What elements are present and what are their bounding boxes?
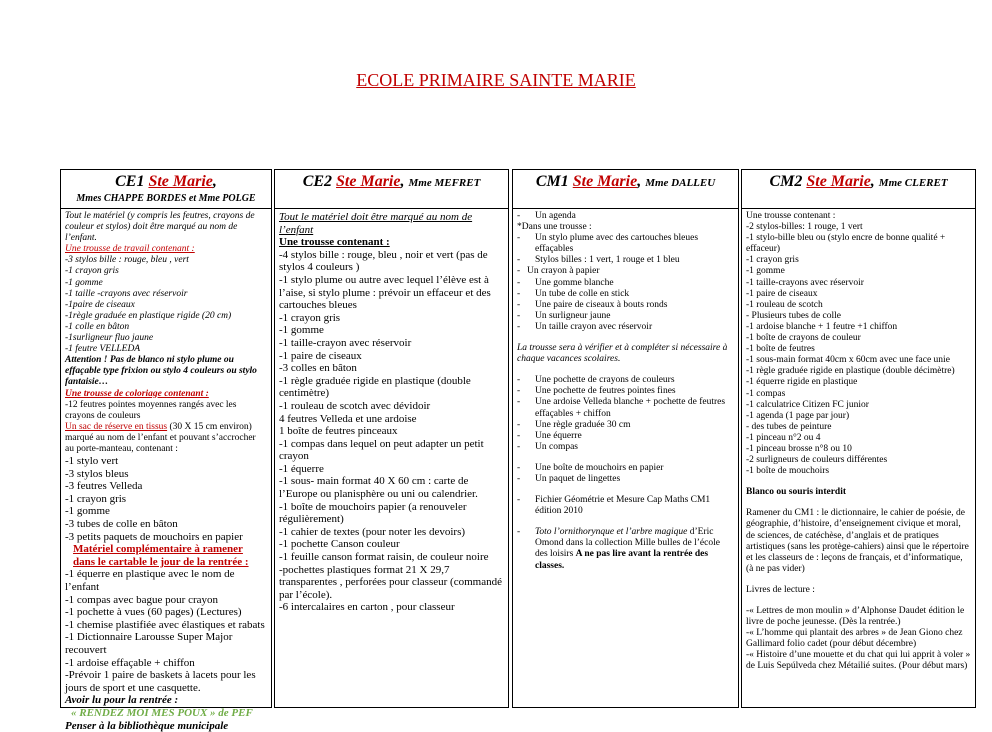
list-item: -1 crayon gris [746,255,799,266]
list-item: -1 rouleau de scotch avec dévidoir [279,399,431,412]
list-item: - Une règle graduée 30 cm [517,419,631,430]
list-item: -Prévoir 1 paire de baskets à lacets pour les jours de sport et une casquette. [65,669,256,694]
list-item: -1 équerre rigide en plastique [746,377,858,388]
list-item: -1 boîte de feutres [746,344,815,355]
list-item: - Un agenda [517,211,576,221]
warning-note: Blanco ou souris interdit [746,487,847,498]
ce2-list [274,208,509,708]
list-item: -1 colle en bâton [65,321,130,332]
paragraph: Ramener du CM1 : le dictionnaire, le cahier de poésie, de géographie, d’histoire, d’enseignement civique et moral, de sciences, de catéchèse, d’anglais et de pratiques artistiques (sans les protège-cahiers) ainsi que le répertoire et les classeurs de : leçons de français, et d’informatique, (à ne pas vider) [746,508,969,574]
list-item: -1 compas dans lequel on peut adapter un petit crayon [279,437,484,463]
school-name: Ste Marie [148,173,213,190]
list-item: - Fichier Géométrie et Mesure Cap Maths CM1 édition 2010 [517,495,711,517]
list-item: -1 chemise plastifiée avec élastiques et rabats [65,618,265,631]
list-item: -1 crayon gris [279,311,341,324]
intro-note: Tout le matériel doit être marqué au nom de l’enfant [279,211,473,236]
list-item: -1 feuille canson format raisin, de couleur noire [279,551,489,564]
ce1-list [60,208,272,732]
list-item: -1 paire de ciseaux [746,288,818,299]
comma: , [212,173,217,190]
list-item: -1 crayon gris [65,266,119,277]
list-item: -1 ardoise effaçable + chiffon [65,656,195,669]
header-ce2 [274,169,509,208]
list-item: -1 pinceau n°2 ou 4 [746,432,821,443]
school-name: Ste Marie [336,173,401,190]
list-item: -1 boîte de crayons de couleur [746,333,861,344]
list-item: -1 stylo vert [65,455,119,468]
list-item: -1 taille-crayons avec réservoir [746,277,864,288]
list-item: -1 boîte de mouchoirs papier (a renouveler régulièrement) [279,500,467,526]
school-name: Ste Marie [572,173,638,190]
cm1-list [512,208,739,708]
list-item: -1 gomme [65,505,110,518]
book-title: « RENDEZ MOI MES POUX » de PEF [71,706,253,719]
section-heading: Livres de lecture : [746,584,815,595]
list-item: - Un tube de colle en stick [517,288,630,299]
list-item: - Une pochette de feutres pointes fines [517,386,676,397]
list-item: - Une paire de ciseaux à bouts ronds [517,299,668,310]
list-item: -6 intercalaires en carton , pour classeur [279,601,455,614]
list-item: -3 petits paquets de mouchoirs en papier [65,530,243,543]
section-heading: Avoir lu pour la rentrée : [65,694,179,707]
teacher-name: Mme CLERET [878,177,948,189]
school-name: Ste Marie [806,173,871,190]
list-item: -3 stylos bille : rouge, bleu , vert [65,255,189,266]
note: La trousse sera à vérifier et à compléter si nécessaire à chaque vacances scolaires. [517,343,728,365]
list-item: - Une pochette de crayons de couleurs [517,375,675,386]
list-item: -« Histoire d’une mouette et du chat qui lui apprit à voler » de Luis Sepúlveda chez Métailié suites. (Pour début mars) [746,650,971,672]
list-item: -1 taille-crayon avec réservoir [279,336,412,349]
list-item: -1 feutre VELLEDA [65,344,141,355]
list-item: - Un taille crayon avec réservoir [517,321,653,332]
list-item: (30 X 15 cm environ) marqué au nom de l’enfant et pouvant s’accrocher au porte-manteau, contenant : [65,421,256,454]
list-item: -1 agenda (1 page par jour) [746,410,850,421]
list-item: -« Lettres de mon moulin » d’Alphonse Daudet édition le livre de poche jeunesse. (Dès la rentrée.) [746,606,965,628]
list-item: - Une équerre [517,430,582,441]
list-item: -2 stylos-billes: 1 rouge, 1 vert [746,222,863,233]
comma: , [400,173,405,190]
list-item: -1 boîte de mouchoirs [746,466,830,477]
section-heading: Matériel complémentaire à ramener dans le cartable le jour de la rentrée : [73,543,249,568]
list-item: -3 feutres Velleda [65,480,143,493]
section-heading: Une trousse de travail contenant : [65,244,195,255]
list-item: 4 feutres Velleda et une ardoise [279,412,417,425]
list-item: -1 pochette à vues (60 pages) (Lectures) [65,606,242,619]
list-item: -1 calculatrice Citizen FC junior [746,399,869,410]
list-item: -1 pochette Canson couleur [279,538,400,551]
comma: , [870,173,875,190]
list-item: Tout le matériel (y compris les feutres, crayons de couleur et stylos) doit être marqué au nom de l’enfant. [65,211,255,244]
list-item: -« L’homme qui plantait des arbres » de Jean Giono chez Gallimard folio cadet (pour début décembre) [746,628,963,650]
list-item: - Un surligneur jaune [517,310,611,321]
list-item: -1 cahier de textes (pour noter les devoirs) [279,525,466,538]
list-item: -1 stylo plume ou autre avec lequel l’élève est à l’aise, si stylo plume : prévoir un effaceur et des cartouches bleues [279,273,491,312]
list-item: -1paire de ciseaux [65,299,135,310]
list-item: - Une gomme blanche [517,277,614,288]
list-item: - Un paquet de lingettes [517,473,621,484]
list-item: - Une boîte de mouchoirs en papier [517,462,664,473]
list-item: -1surligneur fluo jaune [65,333,154,344]
list-item: - Toto l’ornithorynque et l’arbre magique d’Eric Omond dans la collection Mille bulles de l’école des loisirs A ne pas lire avant la rentrée des classes. [517,527,720,571]
list-item: -1 règle graduée rigide en plastique (double décimètre) [746,366,955,377]
list-item: -1 sous- main format 40 X 60 cm : carte de l’Europe ou planisphère ou uni ou calendrier. [279,475,478,501]
teacher-name: Mme MEFRET [408,177,481,189]
header-cm2 [741,169,976,208]
list-item: -1 taille -crayons avec réservoir [65,288,188,299]
level-label: CE1 [115,173,145,190]
list-item: -3 tubes de colle en bâton [65,518,178,531]
list-item: -pochettes plastiques format 21 X 29,7 transparentes , perforées pour classeur (commandé par l’école). [279,563,502,601]
comma: , [637,173,642,190]
level-label: CM2 [769,173,803,190]
section-heading: Une trousse de coloriage contenant : [65,388,209,399]
list-item: - Plusieurs tubes de colle [746,310,841,321]
book-title: Toto l’ornithorynque et l’arbre magique [535,527,688,538]
list-item: - Une ardoise Velleda blanche + pochette de feutres effaçables + chiffon [517,397,726,419]
teacher-name: Mme DALLEU [645,177,716,189]
list-item: -1 pinceau brosse n°8 ou 10 [746,443,852,454]
list-item: - Stylos billes : 1 vert, 1 rouge et 1 bleu [517,255,680,266]
list-item: -1 Dictionnaire Larousse Super Major recouvert [65,631,233,656]
list-item: -3 stylos bleus [65,467,129,480]
list-item: -1 sous-main format 40cm x 60cm avec une face unie [746,355,950,366]
section-heading: Une trousse contenant : [746,211,836,221]
level-label: CM1 [535,173,569,190]
list-item: -1 paire de ciseaux [279,349,362,362]
teacher-names: Mmes CHAPPE BORDES et Mme POLGE [76,193,256,204]
list-item: -1 équerre [279,462,324,475]
list-item: - Un crayon à papier [517,266,600,277]
list-item: -3 colles en bâton [279,362,357,375]
list-item: -1 équerre en plastique avec le nom de l’enfant [65,568,235,593]
list-item: -4 stylos bille : rouge, bleu , noir et vert (pas de stylos 4 couleurs ) [279,248,488,274]
section-heading: Un sac de réserve en tissus [65,421,168,432]
warning-note: Attention ! Pas de blanco ni stylo plume ou effaçable type frixion ou stylo 4 couleurs ou stylo fantaisie… [65,355,257,388]
list-item: -1 gomme [746,266,785,277]
level-label: CE2 [302,173,333,190]
list-item: - Un compas [517,441,579,452]
list-item: -1 crayon gris [65,492,127,505]
list-item: -1 gomme [279,324,324,337]
section-heading: Une trousse contenant : [279,236,390,249]
section-heading: *Dans une trousse : [517,222,592,233]
list-item: -1 compas [746,388,786,399]
list-item: -1règle graduée en plastique rigide (20 cm) [65,310,232,321]
list-item: -1 gomme [65,277,103,288]
note: Penser à la bibliothèque municipale [65,719,229,732]
list-item: -1 règle graduée rigide en plastique (double centimètre) [279,374,471,400]
header-ce1 [60,169,272,208]
list-item: -12 feutres pointes moyennes rangés avec les crayons de couleurs [65,399,237,421]
cm2-list [741,208,976,708]
header-cm1 [512,169,739,208]
list-item: 1 boîte de feutres pinceaux [279,425,398,438]
warning-note: A ne pas lire avant la rentrée des classes. [535,549,709,571]
list-item: -1 compas avec bague pour crayon [65,593,219,606]
list-item: - des tubes de peinture [746,421,832,432]
list-item: -1 rouleau de scotch [746,299,823,310]
list-item: -1 stylo-bille bleu ou (stylo encre de bonne qualité + effaceur) [746,233,946,255]
page-title: ECOLE PRIMAIRE SAINTE MARIE [356,70,636,90]
list-item: - Un stylo plume avec des cartouches bleues effaçables [517,233,699,255]
list-item: -1 ardoise blanche + 1 feutre +1 chiffon [746,321,898,332]
list-item: -2 surligneurs de couleurs différentes [746,455,888,466]
